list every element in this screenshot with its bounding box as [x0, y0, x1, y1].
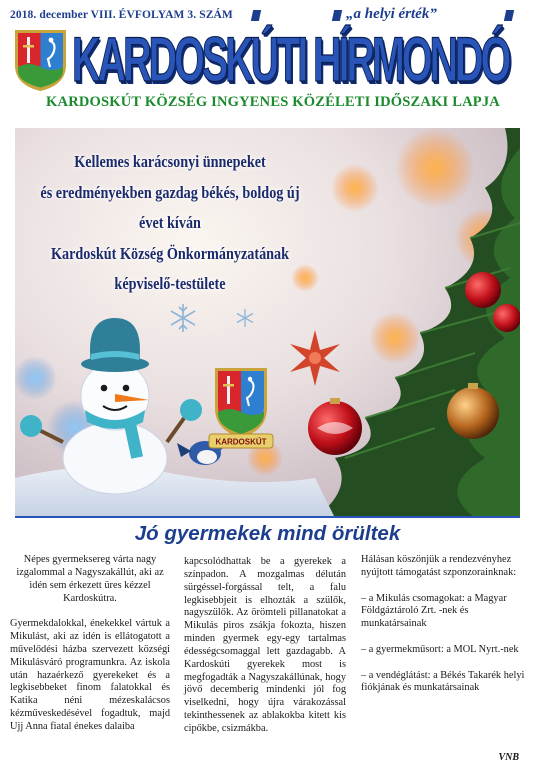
- tagline-marker-left: [332, 10, 342, 21]
- centre-crest-icon: [209, 368, 273, 448]
- author-signature: VNB: [498, 752, 519, 763]
- sponsor-item: – a gyermekműsort: a MOL Nyrt.-nek: [361, 643, 519, 655]
- issue-marker: [251, 10, 261, 21]
- article-headline: Jó gyermekek mind örültek: [134, 522, 401, 545]
- greeting-text: [15, 147, 325, 300]
- sponsor-item: – a vendéglátást: a Békés Takarék helyi fiókjának és munkatársainak: [361, 669, 525, 694]
- article-paragraph: Gyermekdalokkal, énekekkel vártuk a Mikulást, aki az idén is ellátogatott a művelődési házba szervezett községi Mikulásváró programunkra. Az iskola után hazaérkező gyerekeket és a legkisebbeket finom falatokkal és Katika néni mézeskalácsos kézműveskedésével fogadtuk, majd Ujj Anna fiatal énekes dalaiba: [10, 618, 170, 732]
- tagline-marker-right: [504, 10, 514, 21]
- greeting-line-4: képviselő-testülete: [114, 274, 226, 293]
- greeting-line-2: és eredményekben gazdag békés, boldog új évet kíván: [40, 182, 300, 232]
- christmas-greeting-image: [15, 128, 520, 518]
- article-column-1: [10, 554, 170, 747]
- article-paragraph: Népes gyermeksereg várta nagy izgalommal a Nagyszakállút, aki az idén sem érkezett üres kézzel Kardoskútra.: [16, 554, 164, 604]
- greeting-line-1: Kellemes karácsonyi ünnepeket: [74, 152, 266, 171]
- article-column-3: [361, 554, 525, 763]
- sponsor-item: – a Mikulás csomagokat: a Magyar Földgáztároló Zrt. -nek és munkatársainak: [361, 592, 507, 630]
- masthead-subtitle: KARDOSKÚT KÖZSÉG INGYENES KÖZÉLETI IDŐSZAKI LAPJA: [46, 94, 500, 110]
- centre-crest-label: KARDOSKÚT: [215, 437, 267, 447]
- coat-of-arms-icon: [12, 27, 69, 93]
- greeting-line-3: Kardoskút Község Önkormányzatának: [50, 243, 290, 263]
- article-column-2: [184, 556, 346, 749]
- masthead-title: KARDOSKÚTI HÍRMONDÓ: [72, 25, 509, 95]
- issue-line: 2018. december VIII. ÉVFOLYAM 3. SZÁM: [10, 9, 233, 21]
- article-body: [10, 554, 525, 780]
- sponsor-intro: Hálásan köszönjük a rendezvényhez nyújtott támogatást szponzorainknak:: [361, 554, 517, 578]
- tagline: „a helyi érték”: [346, 6, 437, 22]
- article-paragraph: kapcsolódhattak be a gyerekek a színpadon. A mozgalmas délután sürgéssel-forgással telt, a falu legkisebbjeit is elhozták a szülők, nagyszülők. Az örömteli pillanatokat a Mikulás piros zsákja fokozta, hiszen minden gyermek egy-egy tartalmas édességcsomaggal lett gazdagabb. A Kardoskúti gyerekek most is megfogadták a Nagyszakállúnak, hogy jövő decemberig mindenki jól fog viselkedni, hogy újra várakozással tekinthessenek az ablakokba kitett kis cipőkbe, csizmákba.: [184, 556, 346, 734]
